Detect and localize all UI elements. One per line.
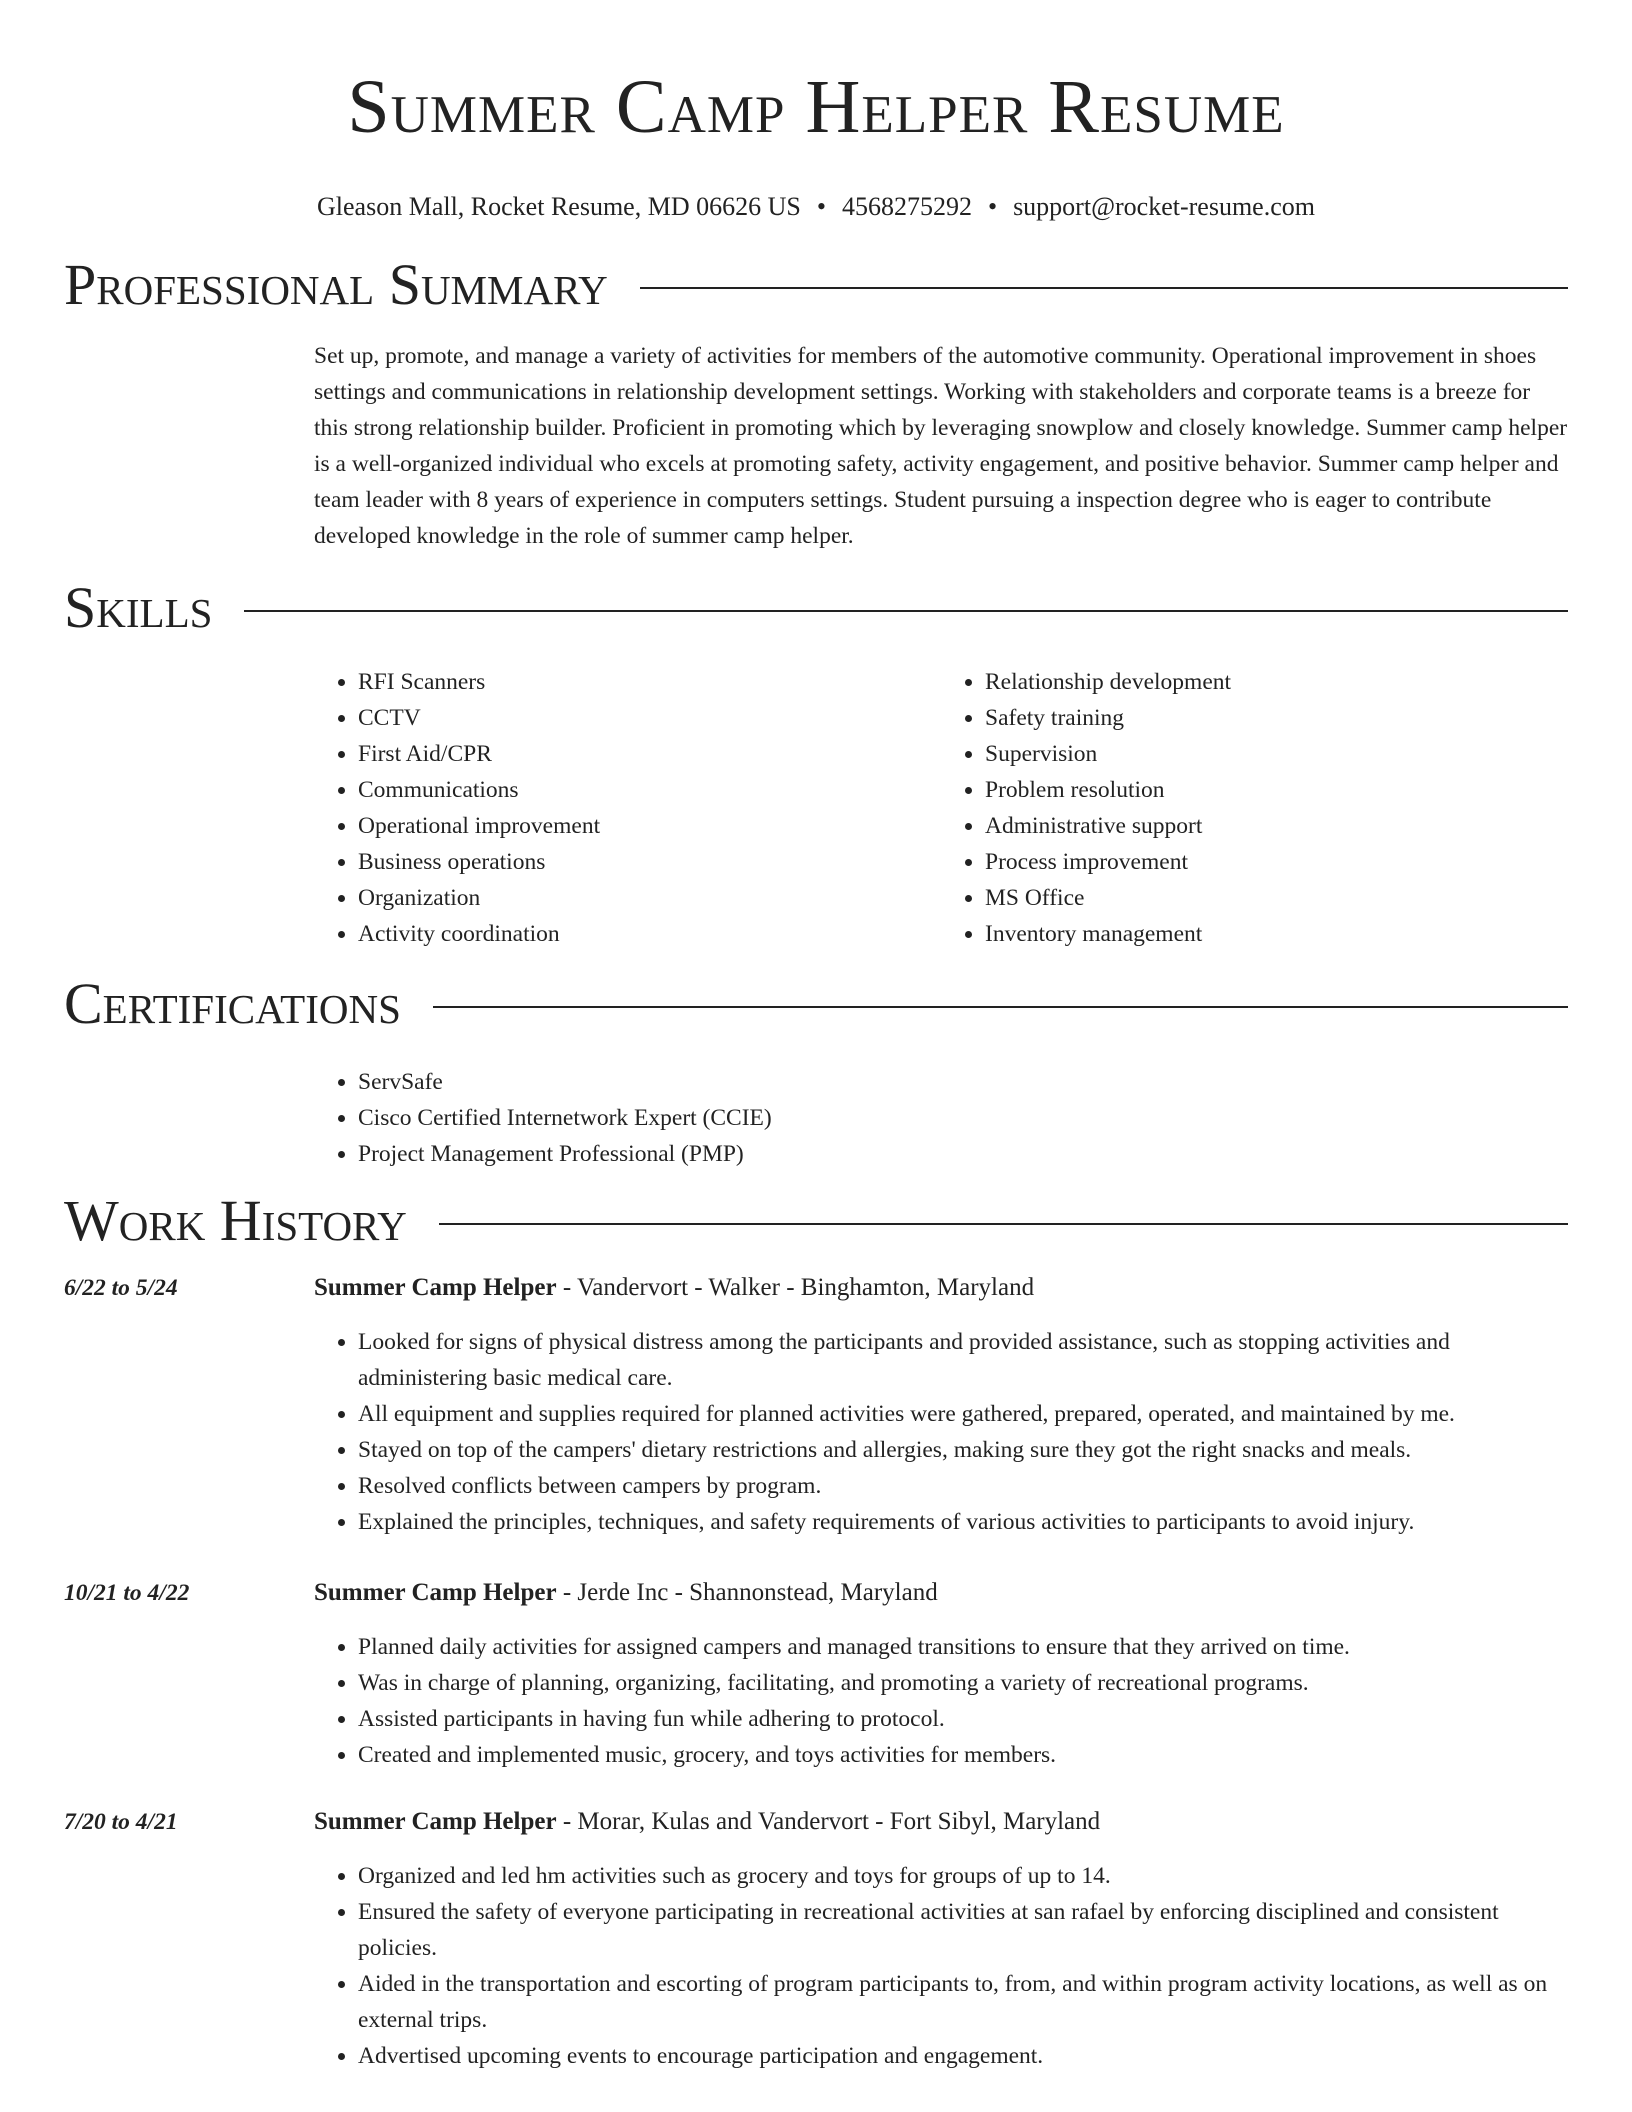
job-duty: • Planned daily activities for assigned campers and managed transitions to ensure that they arrived on time. xyxy=(358,1629,1568,1665)
section-work-history xyxy=(64,1186,1568,1256)
skill-item: • Process improvement xyxy=(985,844,1568,880)
section-title-certifications: Certifications xyxy=(64,971,401,1036)
job-entry xyxy=(64,1804,1568,2074)
section-divider xyxy=(433,1006,1568,1008)
skills-list xyxy=(314,664,1568,952)
job-duty: • Ensured the safety of everyone participating in recreational activities at san rafael by enforcing disciplined and consistent policies. xyxy=(358,1894,1568,1966)
contact-separator: • xyxy=(987,192,998,221)
job-duty: • Assisted participants in having fun while adhering to protocol. xyxy=(358,1701,1568,1737)
certification-item: • ServSafe xyxy=(358,1064,1568,1100)
skill-item: • Business operations xyxy=(358,844,941,880)
job-details: - Jerde Inc - Shannonstead, Maryland xyxy=(556,1579,938,1606)
section-professional-summary xyxy=(64,250,1568,320)
job-duty: • Looked for signs of physical distress among the participants and provided assistance, such as stopping activities and administering basic medical care. xyxy=(358,1324,1568,1396)
skill-item: • Activity coordination xyxy=(358,916,941,952)
job-duties xyxy=(314,1324,1568,1540)
job-duties xyxy=(314,1629,1568,1773)
skill-item: • CCTV xyxy=(358,700,941,736)
job-duty: • Resolved conflicts between campers by program. xyxy=(358,1468,1568,1504)
job-duty: • Organized and led hm activities such as grocery and toys for groups of up to 14. xyxy=(358,1858,1568,1894)
job-duty: • Aided in the transportation and escorting of program participants to, from, and within program activity locations, as well as on external trips. xyxy=(358,1966,1568,2038)
skill-item: • Administrative support xyxy=(985,808,1568,844)
contact-address: Gleason Mall, Rocket Resume, MD 06626 US xyxy=(317,192,801,221)
skill-item: • Relationship development xyxy=(985,664,1568,700)
section-certifications xyxy=(64,969,1568,1039)
skills-column-left xyxy=(314,664,941,952)
contact-email: support@rocket-resume.com xyxy=(1013,192,1315,221)
job-title: Summer Camp Helper xyxy=(314,1579,557,1606)
job-duty: • Stayed on top of the campers' dietary restrictions and allergies, making sure they got the right snacks and meals. xyxy=(358,1432,1568,1468)
job-title: Summer Camp Helper xyxy=(314,1808,557,1835)
section-divider xyxy=(244,610,1568,612)
job-duty: • Explained the principles, techniques, and safety requirements of various activities to participants to avoid injury. xyxy=(358,1504,1568,1540)
skill-item: • Operational improvement xyxy=(358,808,941,844)
skill-item: • Supervision xyxy=(985,736,1568,772)
skill-item: • RFI Scanners xyxy=(358,664,941,700)
skill-item: • Organization xyxy=(358,880,941,916)
resume-title: Summer Camp Helper Resume xyxy=(347,65,1285,149)
job-dates: 7/20 to 4/21 xyxy=(64,1809,178,1835)
job-duties xyxy=(314,1858,1568,2074)
job-heading xyxy=(314,1270,1568,1306)
certification-item: • Project Management Professional (PMP) xyxy=(358,1136,1568,1172)
skill-item: • First Aid/CPR xyxy=(358,736,941,772)
contact-separator: • xyxy=(816,192,826,221)
contact-line xyxy=(0,190,1632,224)
skill-item: • MS Office xyxy=(985,880,1568,916)
skill-item: • Inventory management xyxy=(985,916,1568,952)
skill-item: • Safety training xyxy=(985,700,1568,736)
skill-item: • Communications xyxy=(358,772,941,808)
section-title-summary: Professional Summary xyxy=(64,252,608,317)
job-heading xyxy=(314,1575,1568,1611)
section-title-work-history: Work History xyxy=(64,1188,407,1253)
job-duty: • All equipment and supplies required for planned activities were gathered, prepared, operated, and maintained by me. xyxy=(358,1396,1568,1432)
job-entry xyxy=(64,1270,1568,1540)
job-title: Summer Camp Helper xyxy=(314,1274,557,1301)
certifications-list xyxy=(314,1064,1568,1172)
skills-column-right xyxy=(941,664,1568,952)
job-details: - Morar, Kulas and Vandervort - Fort Sibyl, Maryland xyxy=(556,1808,1101,1835)
job-entry xyxy=(64,1575,1568,1773)
job-duty: • Advertised upcoming events to encourage participation and engagement. xyxy=(358,2038,1568,2074)
summary-text: Set up, promote, and manage a variety of activities for members of the automotive community. Operational improvement in shoes settings and communications in relationship development settings. Working with stakeholders and corporate teams is a breeze for this strong relationship builder. Proficient in promoting which by leveraging snowplow and closely knowledge. Summer camp helper is a well-organized individual who excels at promoting safety, activity engagement, and positive behavior. Summer camp helper and team leader with 8 years of experience in computers settings. Student pursuing a inspection degree who is eager to contribute developed knowledge in the role of summer camp helper. xyxy=(314,343,1568,549)
job-duty: • Was in charge of planning, organizing, facilitating, and promoting a variety of recreational programs. xyxy=(358,1665,1568,1701)
section-divider xyxy=(640,287,1568,289)
contact-phone: 4568275292 xyxy=(841,192,972,221)
skill-item: • Problem resolution xyxy=(985,772,1568,808)
job-dates: 6/22 to 5/24 xyxy=(64,1275,178,1301)
job-duty: • Created and implemented music, grocery, and toys activities for members. xyxy=(358,1737,1568,1773)
job-heading xyxy=(314,1804,1568,1840)
job-details: - Vandervort - Walker - Binghamton, Maryland xyxy=(556,1274,1035,1301)
section-title-skills: Skills xyxy=(64,575,213,640)
section-divider xyxy=(439,1223,1568,1225)
certification-item: • Cisco Certified Internetwork Expert (CCIE) xyxy=(358,1100,1568,1136)
section-skills xyxy=(64,573,1568,643)
job-dates: 10/21 to 4/22 xyxy=(64,1580,190,1606)
